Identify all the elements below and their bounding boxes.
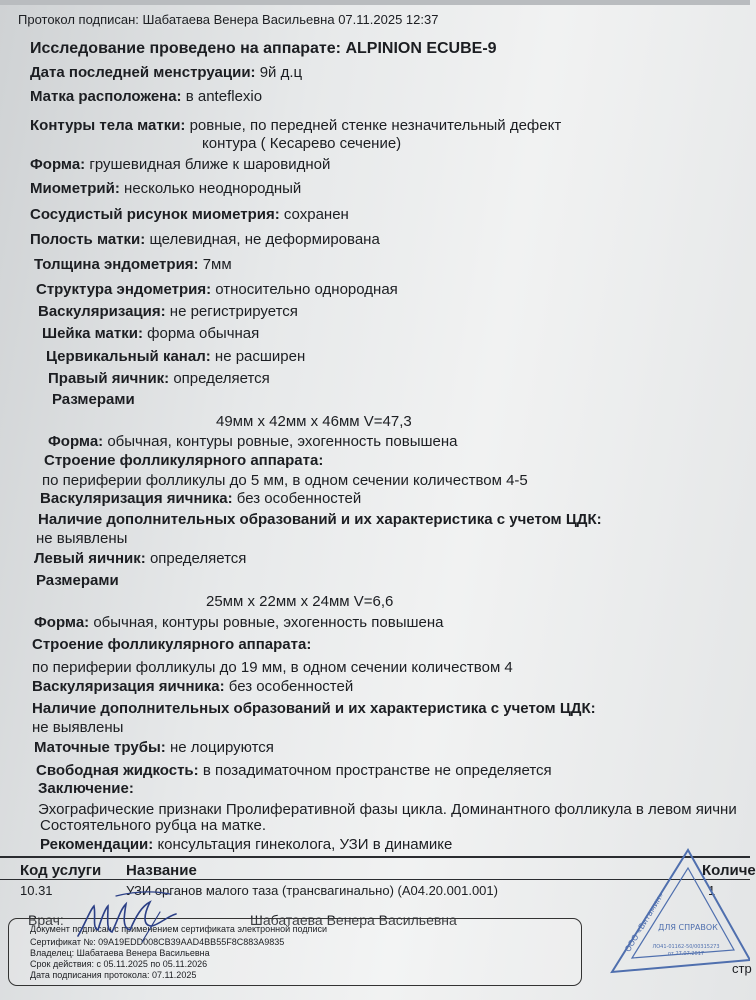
uterus-contours-label: Контуры тела матки: xyxy=(30,117,186,134)
e-signature-line-5: Дата подписания протокола: 07.11.2025 xyxy=(30,970,197,980)
cervical-canal-label: Цервикальный канал: xyxy=(46,348,211,365)
free-fluid-row xyxy=(36,762,552,780)
left-ovary-size-value: 25мм x 22мм x 24мм V=6,6 xyxy=(206,593,394,610)
uterus-position-value: в anteflexio xyxy=(185,88,263,105)
uterine-cavity-row xyxy=(30,231,380,249)
left-ovary-form-label: Форма: xyxy=(34,614,90,631)
table-header-code: Код услуги xyxy=(20,862,102,879)
vascular-pattern-label: Сосудистый рисунок миометрия: xyxy=(30,206,280,223)
right-ovary-extra-value: не выявлены xyxy=(36,530,128,547)
conclusion-label: Заключение: xyxy=(38,780,134,797)
vascular-pattern-row xyxy=(30,206,349,224)
myometrium-value: несколько неоднородный xyxy=(124,180,302,197)
top-edge-strip xyxy=(0,0,750,5)
left-ovary-extra-value: не выявлены xyxy=(32,719,124,736)
e-signature-line-3: Владелец: Шабатаева Венера Васильевна xyxy=(30,948,210,958)
stamp-reg-text: ЛО41-01162-50/00315273 xyxy=(652,944,720,950)
right-ovary-follicular-label: Строение фолликулярного аппарата: xyxy=(44,452,324,469)
left-ovary-follicular-label: Строение фолликулярного аппарата: xyxy=(32,636,312,653)
handwritten-signature xyxy=(72,886,182,946)
vascularization-value: не регистрируется xyxy=(169,303,298,320)
right-ovary-vasc-label: Васкуляризация яичника: xyxy=(40,490,233,507)
right-ovary-value: определяется xyxy=(173,370,270,387)
vascular-pattern-value: сохранен xyxy=(283,206,349,223)
e-signature-line-4: Срок действия: с 05.11.2025 по 05.11.2026 xyxy=(30,959,208,969)
recommendations-row xyxy=(40,836,452,854)
tubes-value: не лоцируются xyxy=(169,739,274,756)
shape-value: грушевидная ближе к шаровидной xyxy=(89,156,331,173)
tubes-label: Маточные трубы: xyxy=(34,739,166,756)
endometrium-structure-row xyxy=(36,281,398,299)
left-ovary-form-value: обычная, контуры ровные, эхогенность повышена xyxy=(93,614,444,631)
device-value: ALPINION ECUBE-9 xyxy=(345,40,497,57)
left-ovary-label: Левый яичник: xyxy=(34,550,146,567)
right-ovary-row xyxy=(48,370,270,388)
left-ovary-vasc-value: без особенностей xyxy=(228,678,354,695)
tubes-row xyxy=(34,739,274,757)
left-ovary-row xyxy=(34,550,246,568)
protocol-signed-header: Протокол подписан: Шабатаева Венера Васильевна 07.11.2025 12:37 xyxy=(18,12,439,27)
vascularization-label: Васкуляризация: xyxy=(38,303,166,320)
vascularization-row xyxy=(38,303,298,321)
recommendations-label: Рекомендации: xyxy=(40,836,154,853)
table-row-name: УЗИ органов малого таза (трансвагинально) (A04.20.001.001) xyxy=(126,883,498,898)
myometrium-label: Миометрий: xyxy=(30,180,120,197)
device-row xyxy=(30,40,497,58)
endometrium-structure-label: Структура эндометрия: xyxy=(36,281,212,298)
uterus-contours-value-cont: контура ( Кесарево сечение) xyxy=(202,135,402,152)
uterus-position-row xyxy=(30,88,262,106)
cervix-label: Шейка матки: xyxy=(42,325,143,342)
endometrium-thickness-value: 7мм xyxy=(202,256,232,273)
uterus-contours-row xyxy=(30,117,561,135)
stamp-brand-text: ООО «Витамин» xyxy=(623,890,666,954)
last-menses-value: 9й д.ц xyxy=(259,64,303,81)
left-ovary-follicular-value: по периферии фолликулы до 19 мм, в одном сечении количеством 4 xyxy=(32,659,513,676)
uterus-contours-value: ровные, по передней стенке незначительный дефект xyxy=(189,117,562,134)
cervix-row xyxy=(42,325,259,343)
cervix-value: форма обычная xyxy=(147,325,260,342)
right-ovary-extra-label: Наличие дополнительных образований и их характеристика с учетом ЦДК: xyxy=(38,511,602,528)
uterine-cavity-label: Полость матки: xyxy=(30,231,146,248)
last-menses-row xyxy=(30,64,302,82)
right-ovary-label: Правый яичник: xyxy=(48,370,170,387)
myometrium-row xyxy=(30,180,301,198)
left-ovary-vasc-label: Васкуляризация яичника: xyxy=(32,678,225,695)
device-label: Исследование проведено на аппарате: xyxy=(30,40,341,57)
doctor-label: Врач: xyxy=(28,912,64,928)
endometrium-thickness-row xyxy=(34,256,232,274)
cervical-canal-row xyxy=(46,348,305,366)
right-ovary-form-row xyxy=(48,433,458,451)
shape-label: Форма: xyxy=(30,156,86,173)
left-ovary-value: определяется xyxy=(149,550,247,567)
table-row-code: 10.31 xyxy=(20,883,53,898)
right-ovary-size-value: 49мм x 42мм x 46мм V=47,3 xyxy=(216,413,412,430)
left-ovary-form-row xyxy=(34,614,444,632)
last-menses-label: Дата последней менструации: xyxy=(30,64,256,81)
footer-fragment: стр xyxy=(732,961,752,976)
doctor-name: Шабатаева Венера Васильевна xyxy=(250,912,457,928)
left-ovary-size-label: Размерами xyxy=(36,572,119,589)
triangular-stamp xyxy=(606,846,750,976)
recommendations-value: консультация гинеколога, УЗИ в динамике xyxy=(157,836,453,853)
right-ovary-form-label: Форма: xyxy=(48,433,104,450)
free-fluid-value: в позадиматочном пространстве не определяется xyxy=(202,762,552,779)
cervical-canal-value: не расширен xyxy=(214,348,306,365)
free-fluid-label: Свободная жидкость: xyxy=(36,762,199,779)
right-ovary-size-label: Размерами xyxy=(52,391,135,408)
left-ovary-extra-label: Наличие дополнительных образований и их характеристика с учетом ЦДК: xyxy=(32,700,596,717)
uterus-position-label: Матка расположена: xyxy=(30,88,182,105)
stamp-center-text: ДЛЯ СПРАВОК xyxy=(658,923,718,932)
left-ovary-vasc-row xyxy=(32,678,353,696)
shape-row xyxy=(30,156,330,174)
conclusion-line-1: Эхографические признаки Пролиферативной фазы цикла. Доминантного фолликула в левом яични xyxy=(38,801,737,818)
right-ovary-vasc-value: без особенностей xyxy=(236,490,362,507)
uterine-cavity-value: щелевидная, не деформирована xyxy=(149,231,380,248)
e-signature-line-1: Документ подписан с применением сертификата электронной подписи xyxy=(30,924,328,934)
stamp-date-text: от 27.07.2017 xyxy=(667,951,705,957)
right-ovary-vasc-row xyxy=(40,490,361,508)
table-header-qty: Количе xyxy=(702,862,756,879)
table-row-qty: 1 xyxy=(708,883,716,898)
right-ovary-follicular-value: по периферии фолликулы до 5 мм, в одном сечении количеством 4-5 xyxy=(42,472,528,489)
endometrium-structure-value: относительно однородная xyxy=(215,281,398,298)
right-ovary-form-value: обычная, контуры ровные, эхогенность повышена xyxy=(107,433,458,450)
table-header-name: Название xyxy=(126,862,197,879)
conclusion-line-2: Состоятельного рубца на матке. xyxy=(40,817,266,834)
endometrium-thickness-label: Толщина эндометрия: xyxy=(34,256,199,273)
e-signature-line-2: Сертификат №: 09A19EDD008CB39AAD4BB55F8C883A9835 xyxy=(30,937,285,947)
